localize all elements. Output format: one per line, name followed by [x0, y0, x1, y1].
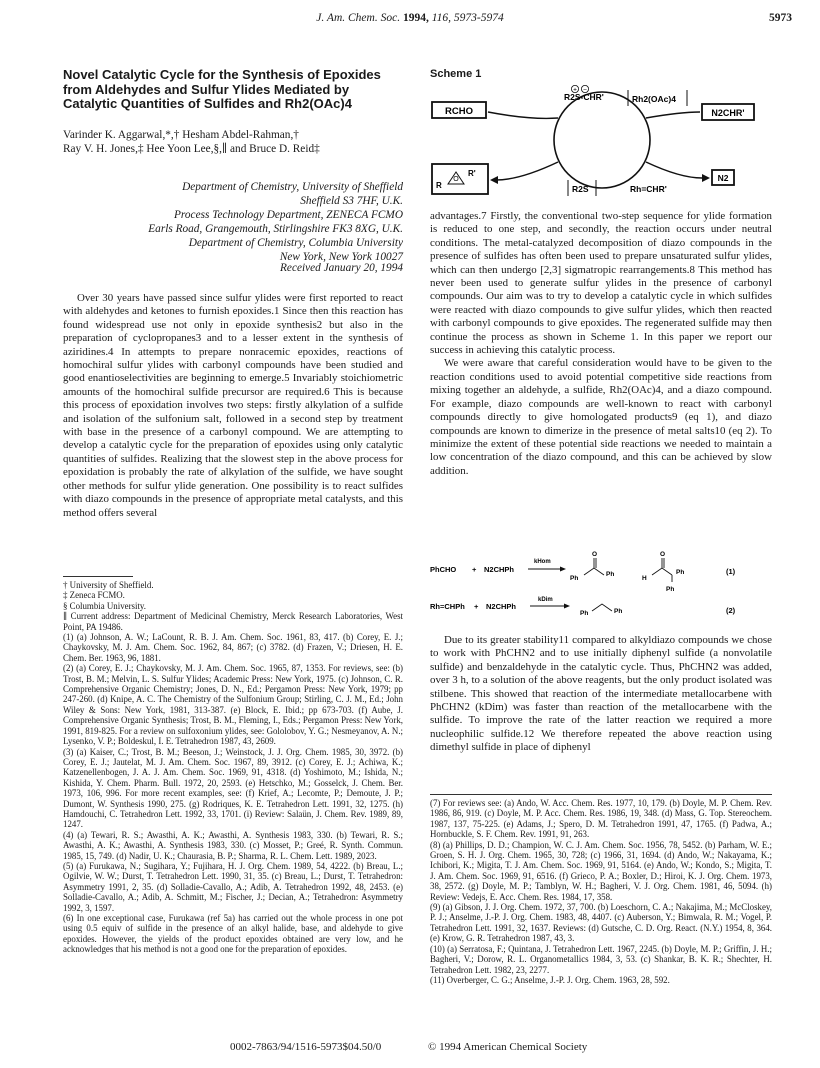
authors-line: Ray V. H. Jones,‡ Hee Yoon Lee,§,∥ and Bruce D. Reid‡: [63, 143, 320, 155]
footnote-divider: [430, 794, 772, 795]
footnote: (4) (a) Tewari, R. S.; Awasthi, A. K.; Awasthi, A. Synthesis 1983, 330. (b) Tewari, R. S.; Awasthi, A. K.; Awasthi, A. Synthesis 1983, 330. (c) Mosset, P.; Greé, R. Synth. Commun. 1985, 15, 749. (d) Nadir, U. K.; Chaurasia, B. P.; Sharma, R. L. Chem. Lett. 1989, 2023.: [63, 829, 403, 861]
plus-charge: +: [573, 86, 577, 94]
article-code: 0002-7863/94/1516-5973$04.50/0: [230, 1041, 382, 1053]
affiliation-line: Sheffield S3 7HF, U.K.: [300, 195, 403, 207]
eq1-rate-constant: kHom: [534, 559, 551, 565]
journal-pages: 5973-5974: [453, 12, 504, 24]
footnote: (9) (a) Gibson, J. J. Org. Chem. 1972, 37, 700. (b) Loeschorn, C. A.; Nakajima, M.; McCloskey, P. J.; Anselme, J.-P. J. Org. Chem. 1983, 48, 4407. (c) Auberson, Y.; Bimwala, R. M.; Vogel, P. Tetrahedron Lett. 1991, 32, 1637. Reviews: (d) Gutsche, C. D. Org. React. (N.Y.) 1954, 8, 364. (e) Krow, G. R. Tetrahedron 1987, 43, 3.: [430, 902, 772, 944]
footnote: † University of Sheffield.: [63, 580, 154, 590]
affiliation-line: Department of Chemistry, Columbia University: [188, 237, 403, 249]
arrow-head: [564, 604, 570, 609]
eq1-product2-skeleton: [652, 568, 672, 575]
minus-charge: −: [583, 86, 587, 94]
footnote: § Columbia University.: [63, 600, 146, 611]
eq1-ph-2: Ph: [606, 571, 615, 578]
footnotes-right: [430, 798, 772, 985]
ylide-label: R2S-CHR': [564, 92, 604, 102]
affiliation-line: Process Technology Department, ZENECA FCMO: [174, 209, 403, 221]
journal-year: 1994,: [402, 12, 429, 24]
authors-line: Varinder K. Aggarwal,*,† Hesham Abdel-Rahman,†: [63, 129, 299, 141]
eq1-oxygen-2: O: [660, 551, 666, 558]
catalytic-cycle-circle: [554, 92, 650, 188]
eq1-ph-4: Ph: [666, 586, 675, 593]
affiliation-line: Earls Road, Grangemouth, Stirlingshire FK3 8XG, U.K.: [148, 223, 403, 235]
footnote: ∥ Current address: Department of Medicinal Chemistry, Merck Research Laboratories, West Point, PA 19486.: [63, 611, 403, 632]
epoxide-arrow: [496, 162, 558, 180]
footnote: (6) In one exceptional case, Furukawa (ref 5a) has carried out the whole process in one pot using 0.5 equiv of sulfide in the presence of an alkyl halide, base, and aldehyde to give epoxides. However, the yields of the product epoxides obtained are very low, and he acknowledges that his method is not a good one for the preparation of epoxides.: [63, 913, 403, 955]
arrow-head: [560, 567, 566, 572]
eq2-number: (2): [726, 606, 736, 615]
footnote-divider: [63, 576, 133, 577]
arrow-head: [702, 174, 710, 182]
eq1-oxygen-1: O: [592, 551, 598, 558]
carbene-label: Rh=CHR': [630, 184, 667, 194]
n2-label: N2: [717, 173, 729, 183]
eq2-reactant-2: N2CHPh: [486, 602, 517, 611]
catalyst-label: Rh2(OAc)4: [632, 94, 676, 104]
paragraph: Due to its greater stability11 compared to alkyldiazo compounds we chose to work with PhCHN2 and to use initially diphenyl sulfide (a nonvolatile sulfide) and benzaldehyde in the catalytic cycle. Thus, PhCHN2 was added, over 3 h, to a solution of the above reagents, but the only product isolated was stilbene. This showed that reaction of the intermediate metallocarbene with PhCHN2 (kDim) was faster than reaction of the metallocarbene with the sulfide. To improve the rate of the latter reaction we required a more nucleophilic sulfide.12 We therefore repeated the above reaction using dimethyl sulfide in place of diphenyl: [430, 634, 772, 754]
affiliation-line: New York, New York 10027: [279, 251, 403, 263]
body-text-right: [430, 210, 772, 478]
journal-name: J. Am. Chem. Soc.: [316, 12, 401, 24]
paragraph: Over 30 years have passed since sulfur ylides were first reported to react with aldehydes and ketones to furnish epoxides.1 Since then this reaction has found widespread use not only in epoxide synthesis2 but also in the preparation of cyclopropanes3 and to a lesser extent in the synthesis of aziridines.4 In attempts to prepare nonracemic epoxides, reactions of homochiral sulfur ylides with carbonyl compounds have been studied and good enantioselectivities are beginning to emerge.5 Invariably stoichiometric amounts of the homochiral sulfide precursor are required.6 This is because this process of epoxidation involves two steps: firstly alkylation of a sulfide and isolation of the sulfonium salt, followed in a second step by treatment with base in the presence of a carbonyl compound. We are attempting to develop a catalytic cycle for the preparation of epoxides using only catalytic quantities of sulfides. Realizing that the slowest step in the above process for epoxidation is probably the rate of alkylation of the sulfide, we have sought other methods for sulfur ylide generation. One possibility is to react sulfides with diazo compounds in the presence of appropriate metal catalysts, and this method offers several: [63, 292, 403, 519]
footnote: (10) (a) Serratosa, F.; Quintana, J. Tetrahedron Lett. 1967, 2245. (b) Doyle, M. P.; Griffin, J. H.; Bagheri, V.; Dorow, R. L. Organometallics 1984, 3, 53. (c) Shankar, B. K. R.; Shechter, H. Tetrahedron Lett. 1982, 23, 2277.: [430, 943, 772, 975]
author-list: [63, 128, 403, 156]
body-text-left: [63, 292, 403, 520]
scheme-title: Scheme 1: [430, 68, 482, 80]
received-date: Received January 20, 1994: [280, 262, 403, 274]
footnote: ‡ Zeneca FCMO.: [63, 590, 125, 601]
footnote: (2) (a) Corey, E. J.; Chaykovsky, M. J. Am. Chem. Soc. 1965, 87, 1353. For reviews, see: (b) Trost, B. M.; Melvin, L. S. Sulfur Ylides; Academic Press: New York, 1975. (c) Johnson, C. R. Comprehensive Organic Chemistry; Jones, D. N., Ed.; Pergamon Press: New York, 1979; pp 247-260. (d) Knipe, A. C. The Chemistry of the Sulfonium Group; Stirling, C. J. M., Ed.; John Wiley & Sons: New York, 1981, 313-387. (e) Block, E. Ibid.; pp 673-703. (f) Aube, J. Comprehensive Organic Synthesis; Trost, B. M., Fleming, I., Eds.; Pergamon Press: New York, 1991, 819-825. For a review on sulfoxonium ylides, see: Gololobov, Y. G.; Nesmeyanov, A. N.; Lysenko, V. P.; Boldeskul, I. E. Tetrahedron 1987, 43, 2609.: [63, 663, 403, 747]
rcho-arrow: [488, 112, 558, 118]
copyright: © 1994 American Chemical Society: [428, 1041, 588, 1053]
eq1-reactant-1: PhCHO: [430, 565, 457, 574]
rcho-label: RCHO: [445, 106, 473, 117]
affiliation-line: Department of Chemistry, University of Sheffield: [182, 181, 403, 193]
epoxide-r2-label: R': [468, 169, 476, 178]
journal-volume: 116,: [431, 12, 451, 24]
eq1-number: (1): [726, 567, 736, 576]
eq1-plus: +: [472, 565, 477, 574]
affiliations: [63, 180, 403, 264]
n2-arrow: [646, 162, 702, 178]
journal-citation: [0, 12, 820, 24]
diazo-arrow: [646, 112, 700, 118]
eq2-plus: +: [474, 602, 479, 611]
diazo-label: N2CHR': [711, 108, 745, 118]
stilbene-skeleton: [592, 604, 612, 611]
footnote: (7) For reviews see: (a) Ando, W. Acc. Chem. Res. 1977, 10, 179. (b) Doyle, M. P. Chem. Rev. 1986, 86, 919. (c) Doyle, M. P. Acc. Chem. Res. 1986, 19, 348. (d) Mass, G. Top. Stereochem. 1987, 137, 75-225. (e) Adams, J.; Spero, D. M. Tetrahedron 1991, 47, 1765. (f) Padwa, A.; Hornbuckle, S. F. Chem. Rev. 1991, 91, 263.: [430, 798, 772, 840]
eq1-ph-1: Ph: [570, 575, 579, 582]
footnote: (1) (a) Johnson, A. W.; LaCount, R. B. J. Am. Chem. Soc. 1961, 83, 417. (b) Corey, E. J.; Chaykovsky, M. J. Am. Chem. Soc. 1962, 84, 867; (c) 3782. (d) Frazen, V.; Driesen, H. E. Chem. Ber. 1963, 96, 1881.: [63, 632, 403, 663]
sulfide-label: R2S: [572, 184, 589, 194]
eq1-reactant-2: N2CHPh: [484, 565, 515, 574]
footnotes-left: [63, 580, 403, 955]
running-header: [0, 12, 820, 28]
eq2-ph-2: Ph: [614, 608, 623, 615]
eq1-product1-skeleton: [584, 568, 604, 575]
eq2-reactant-1: Rh=CHPh: [430, 602, 465, 611]
footnote: (3) (a) Kaiser, C.; Trost, B. M.; Beeson, J.; Weinstock, J. J. Org. Chem. 1985, 30, 3972. (b) Corey, E. J.; Jautelat, M. J. Am. Chem. Soc. 1967, 89, 3912. (c) Corey, E. J.; Achiwa, K.; Katzenellenbogen, J. A. J. Am. Chem. Soc. 1969, 91, 4318. (d) Yoshimoto, M.; Ishida, N.; Kishida, Y. Chem. Pharm. Bull. 1972, 20, 2593. (e) Hetschko, M.; Gosselck, J. Chem. Ber. 1973, 106, 996. For more recent examples, see: (f) Krief, A.; Lecomte, P.; Demoute, J. P.; Dumont, W. Synthesis 1990, 275. (g) Rodriques, K. E. Tetrahedron Lett. 1991, 32, 1275. (h) Hamdouchi, C. Tetrahedron Lett. 1992, 33, 1701. (i) Review: Salaün, J. Chem. Rev. 1989, 89, 1247.: [63, 746, 403, 830]
footnote: (8) (a) Phillips, D. D.; Champion, W. C. J. Am. Chem. Soc. 1956, 78, 5452. (b) Parham, W. E.; Groen, S. H. J. Org. Chem. 1965, 30, 728; (c) 1966, 31, 1694. (d) Ando, W.; Nakayama, K.; Ichibori, K.; Migita, T. J. Am. Chem. Soc. 1969, 91, 5164. (e) Ando, W.; Kondo, S.; Migita, T. J. Am. Chem. Soc. 1969, 91, 6516. (f) Grieco, P. A.; Boxler, D.; Hiroi, K. J. Org. Chem. 1973, 38, 2572. (g) Doyle, M. P.; Tamblyn, W. H.; Bagheri, V. J. Org. Chem. 1981, 46, 5094. (h) Review: Vedejs, E. Acc. Chem. Res. 1984, 17, 358.: [430, 839, 772, 902]
eq2-rate-constant: kDim: [538, 597, 553, 603]
eq2-ph-1: Ph: [580, 610, 589, 617]
paragraph: advantages.7 Firstly, the conventional two-step sequence for ylide formation is reduced to one step, and secondly, the reaction occurs under neutral conditions. The metal-catalyzed decomposition of diazo compounds in the presence of sulfides has often been used to prepare unsaturated sulfur ylides, which can then undergo [2,3] sigmatropic rearrangements.8 This method has never been used to generate sulfur ylides in the presence of carbonyl compounds. Our aim was to try to develop a catalytic cycle in which sulfides were reacted with diazo compounds to give sulfur ylides, which then reacted with carbonyl compounds to give epoxides. The regenerated sulfide may then continue the process as shown in Scheme 1. In this paper we report our success in achieving this catalytic process.: [430, 210, 772, 357]
equations-diagram: [430, 548, 772, 598]
footnote: (5) (a) Furukawa, N.; Sugihara, Y.; Fujihara, H. J. Org. Chem. 1989, 54, 4222. (b) Breau, L.; Ogilvie, W. W.; Durst, T. Tetrahedron Lett. 1990, 31, 35. (c) Breau, L.; Durst, T. Tetrahedron: Asymmetry 1991, 2, 35. (d) Solladie-Cavallo, A.; Adib, A. Tetrahedron 1992, 48, 2453. (e) Solladie-Cavallo, A.; Adib, A. Schmitt, M.; Fischer, J.; Decian, A.; Tetrahedron: Asymmetry 1992, 3, 1597.: [63, 860, 403, 913]
footnote: (11) Overberger, C. G.; Anselme, J.-P. J. Org. Chem. 1963, 28, 592.: [430, 974, 670, 985]
eq1-ph-3: Ph: [676, 569, 685, 576]
article-title: Novel Catalytic Cycle for the Synthesis of Epoxides from Aldehydes and Sulfur Ylides Mediated by Catalytic Quantities of Sulfides and Rh2(OAc)4: [63, 67, 381, 111]
epoxide-o-label: O: [453, 176, 459, 183]
arrow-head: [490, 176, 498, 184]
page-number: 5973: [769, 12, 792, 24]
epoxide-r-label: R: [436, 181, 442, 190]
equation-2-diagram: [430, 595, 772, 621]
paragraph: We were aware that careful consideration would have to be given to the reaction conditions used to avoid potential competitive side reactions from mixing together an aldehyde, a sulfide, Rh2(OAc)4, and a diazo compound. For example, diazo compounds are well-known to react with carbonyl compounds directly to give homologated products9 (eq 1), and diazo compounds are known to dimerize in the presence of metal salts10 (eq 2). To minimize the extent of these potential side reactions we needed to maintain a low concentration of the diazo compound, and this can be achieved by slow addition.: [430, 357, 772, 477]
scheme-1-diagram: [430, 84, 772, 204]
body-text-right-2: [430, 634, 772, 755]
eq1-h: H: [642, 575, 647, 582]
